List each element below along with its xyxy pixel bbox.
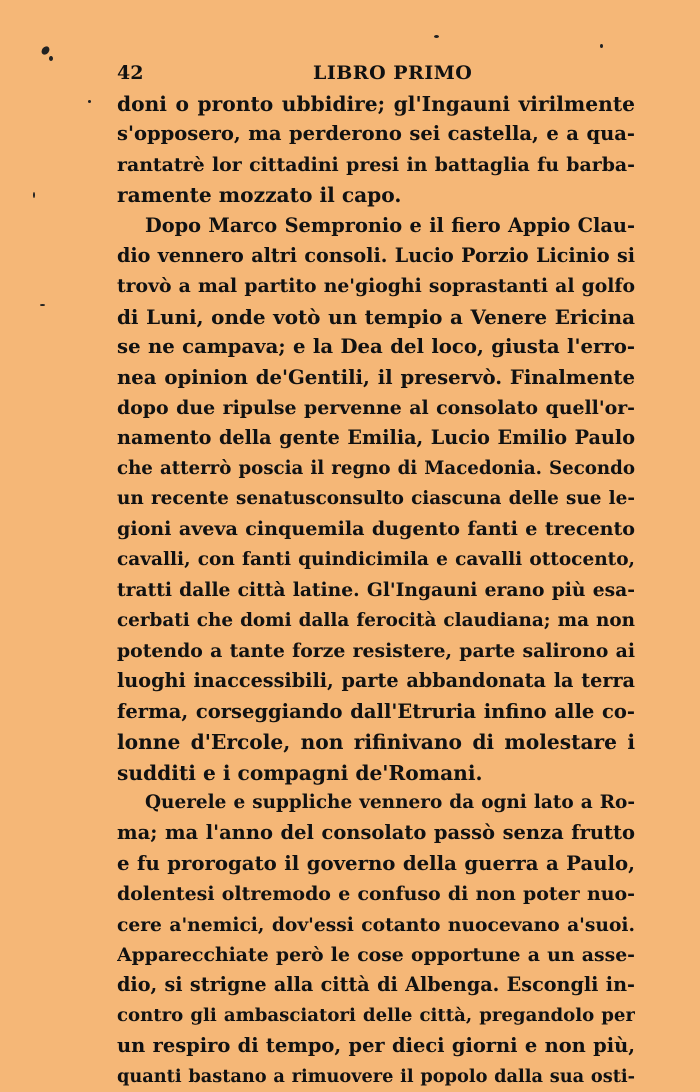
text-line: cavalli, con fanti quindicimila e cavalli ottocento, xyxy=(117,548,635,570)
paragraph xyxy=(117,211,635,788)
text-line: s'opposero, ma perderono sei castella, e a qua- xyxy=(117,122,635,146)
scan-speck xyxy=(33,192,35,198)
text-line: sudditi e i compagni de'Romani. xyxy=(117,760,483,785)
text-line: ma; ma l'anno del consolato passò senza frutto xyxy=(117,821,635,845)
paragraph xyxy=(117,788,635,1092)
text-line: Apparecchiate però le cose opportune a un asse- xyxy=(117,943,635,966)
text-line: e fu prorogato il governo della guerra a Paulo, xyxy=(117,851,635,875)
text-line: cere a'nemici, dov'essi cotanto nuocevano a'suoi. xyxy=(117,913,635,936)
text-line: un recente senatusconsulto ciascuna delle sue le- xyxy=(117,488,635,510)
text-line: che atterrò poscia il regno di Macedonia. Secondo xyxy=(117,457,635,479)
text-line: namento della gente Emilia, Lucio Emilio Paulo xyxy=(117,426,635,450)
page-number: 42 xyxy=(117,62,144,84)
scan-speck xyxy=(40,45,51,56)
text-line: ferma, corseggiando dall'Etruria infino alle co- xyxy=(117,699,635,723)
text-line: contro gli ambasciatori delle città, pregandolo per xyxy=(117,1004,635,1026)
text-line: di Luni, onde votò un tempio a Venere Ericina xyxy=(117,304,635,329)
text-line: dio vennero altri consoli. Lucio Porzio Licinio si xyxy=(117,243,635,267)
text-line: dolentesi oltremodo e confuso di non poter nuo- xyxy=(117,883,635,906)
text-line: cerbati che domi dalla ferocità claudiana; ma non xyxy=(117,609,635,631)
page-header xyxy=(117,62,635,90)
text-line: dopo due ripulse pervenne al consolato quell'or- xyxy=(117,396,635,419)
scan-speck xyxy=(40,304,45,306)
scan-speck xyxy=(88,100,91,103)
body-text xyxy=(117,89,635,1092)
text-line: dio, si strigne alla città di Albenga. Escongli in- xyxy=(117,973,635,997)
text-line: lonne d'Ercole, non rifinivano di molestare i xyxy=(117,730,635,755)
text-line: Dopo Marco Sempronio e il fiero Appio Clau- xyxy=(145,213,635,237)
scan-speck xyxy=(49,56,53,61)
text-line: un respiro di tempo, per dieci giorni e non più, xyxy=(117,1034,635,1058)
text-line: nea opinion de'Gentili, il preservò. Finalmente xyxy=(117,365,635,389)
text-line: trovò a mal partito ne'gioghi soprastanti al golfo xyxy=(117,275,635,298)
text-line: se ne campava; e la Dea del loco, giusta l'erro- xyxy=(117,335,635,359)
text-line: Querele e suppliche vennero da ogni lato a Ro- xyxy=(145,791,635,813)
scan-speck xyxy=(434,35,439,38)
text-line: gioni aveva cinquemila dugento fanti e trecento xyxy=(117,518,635,541)
text-line: doni o pronto ubbidire; gl'Ingauni virilmente xyxy=(117,92,635,116)
text-line: quanti bastano a rimuovere il popolo dalla sua osti- xyxy=(117,1065,635,1087)
text-line: luoghi inaccessibili, parte abbandonata la terra xyxy=(117,669,635,693)
text-line: rantatrè lor cittadini presi in battaglia fu barba- xyxy=(117,153,635,176)
text-line: ramente mozzato il capo. xyxy=(117,183,402,208)
running-title: LIBRO PRIMO xyxy=(313,62,473,84)
text-line: potendo a tante forze resistere, parte salirono ai xyxy=(117,640,635,663)
paragraph xyxy=(117,89,635,211)
text-line: tratti dalle città latine. Gl'Ingauni erano più esa- xyxy=(117,579,635,602)
scan-speck xyxy=(600,44,603,48)
